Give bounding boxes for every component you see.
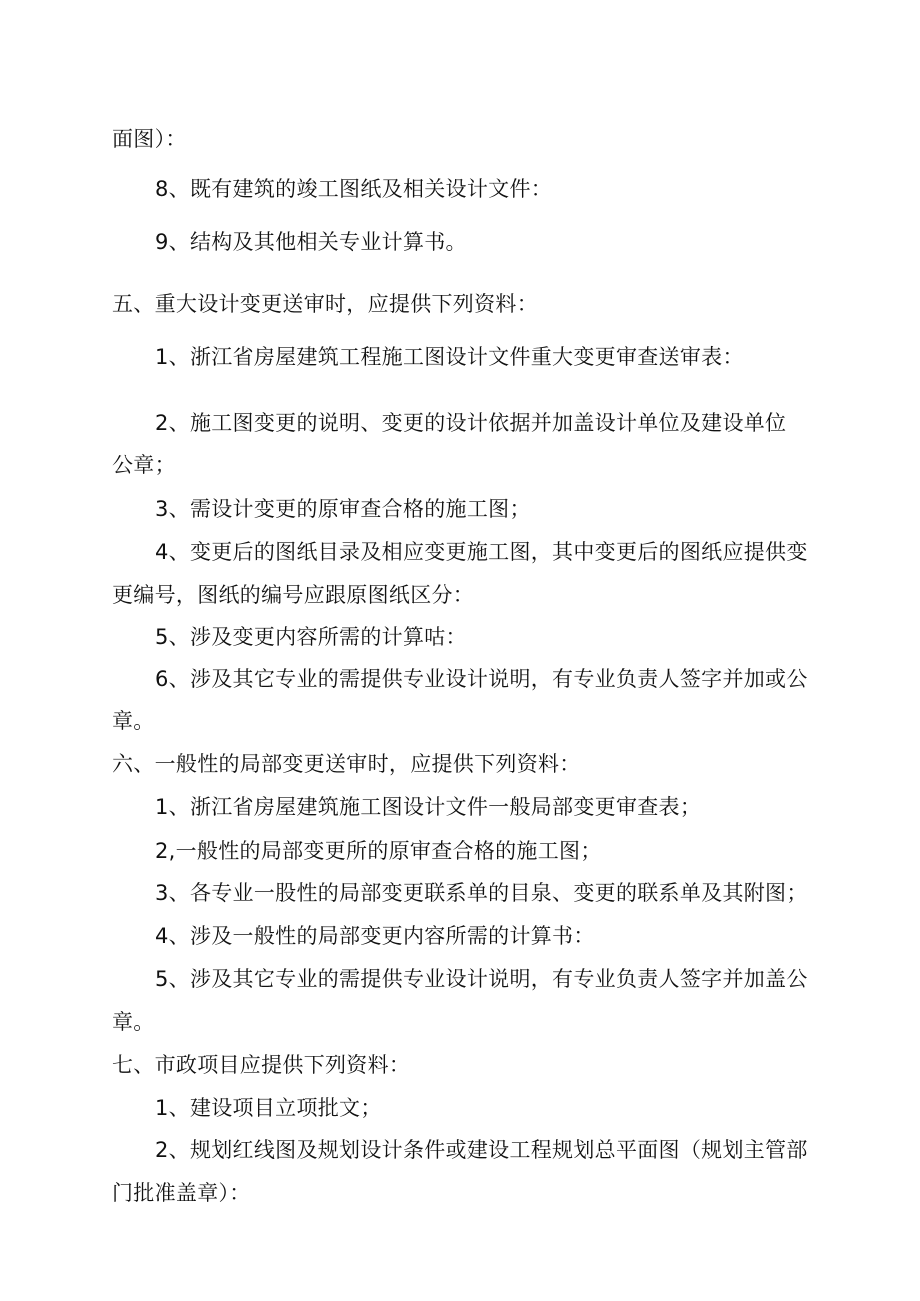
section-heading: 七、市政项目应提供下列资料： [112, 1053, 411, 1077]
text-line: 8、既有建筑的竣工图纸及相关设计文件： [155, 177, 553, 201]
text-line: 更编号，图纸的编号应跟原图纸区分： [112, 583, 475, 607]
text-line: 2、施工图变更的说明、变更的设计依据并加盖设计单位及建设单位 [155, 411, 787, 435]
text-line: 6、涉及其它专业的需提供专业设计说明，有专业负责人签字并加或公 [155, 667, 808, 691]
text-line: 面图）： [112, 127, 187, 151]
text-line: 2、规划红线图及规划设计条件或建设工程规划总平面图（规划主管部 [155, 1138, 808, 1162]
text-line: 3、需设计变更的原审查合格的施工图； [155, 497, 531, 521]
text-line: 9、结构及其他相关专业计算书。 [155, 230, 467, 254]
text-line: 5、涉及变更内容所需的计算咕： [155, 625, 467, 649]
section-heading: 五、重大设计变更送审时，应提供下列资料： [112, 292, 538, 316]
text-line: 门批准盖章）： [112, 1181, 251, 1205]
text-line: 1、浙江省房屋建筑施工图设计文件一般局部变更审查表； [155, 795, 702, 819]
text-line: 章。 [112, 1010, 155, 1034]
text-line: 1、建设项目立项批文； [155, 1096, 382, 1120]
text-line: 3、各专业一股性的局部变更联系单的目泉、变更的联系单及其附图； [155, 881, 808, 905]
text-line: 1、浙江省房屋建筑工程施工图设计文件重大变更审查送审表： [155, 345, 744, 369]
text-line: 4、变更后的图纸目录及相应变更施工图，其中变更后的图纸应提供变 [155, 540, 808, 564]
text-line: 2,一般性的局部变更所的原审查合格的施工图； [155, 839, 602, 863]
text-line: 公章； [112, 453, 176, 477]
text-line: 4、涉及一般性的局部变更内容所需的计算书： [155, 924, 595, 948]
text-line: 章。 [112, 709, 155, 733]
text-line: 5、涉及其它专业的需提供专业设计说明，有专业负责人签字并加盖公 [155, 967, 808, 991]
section-heading: 六、一般性的局部变更送审时，应提供下列资料： [112, 752, 581, 776]
